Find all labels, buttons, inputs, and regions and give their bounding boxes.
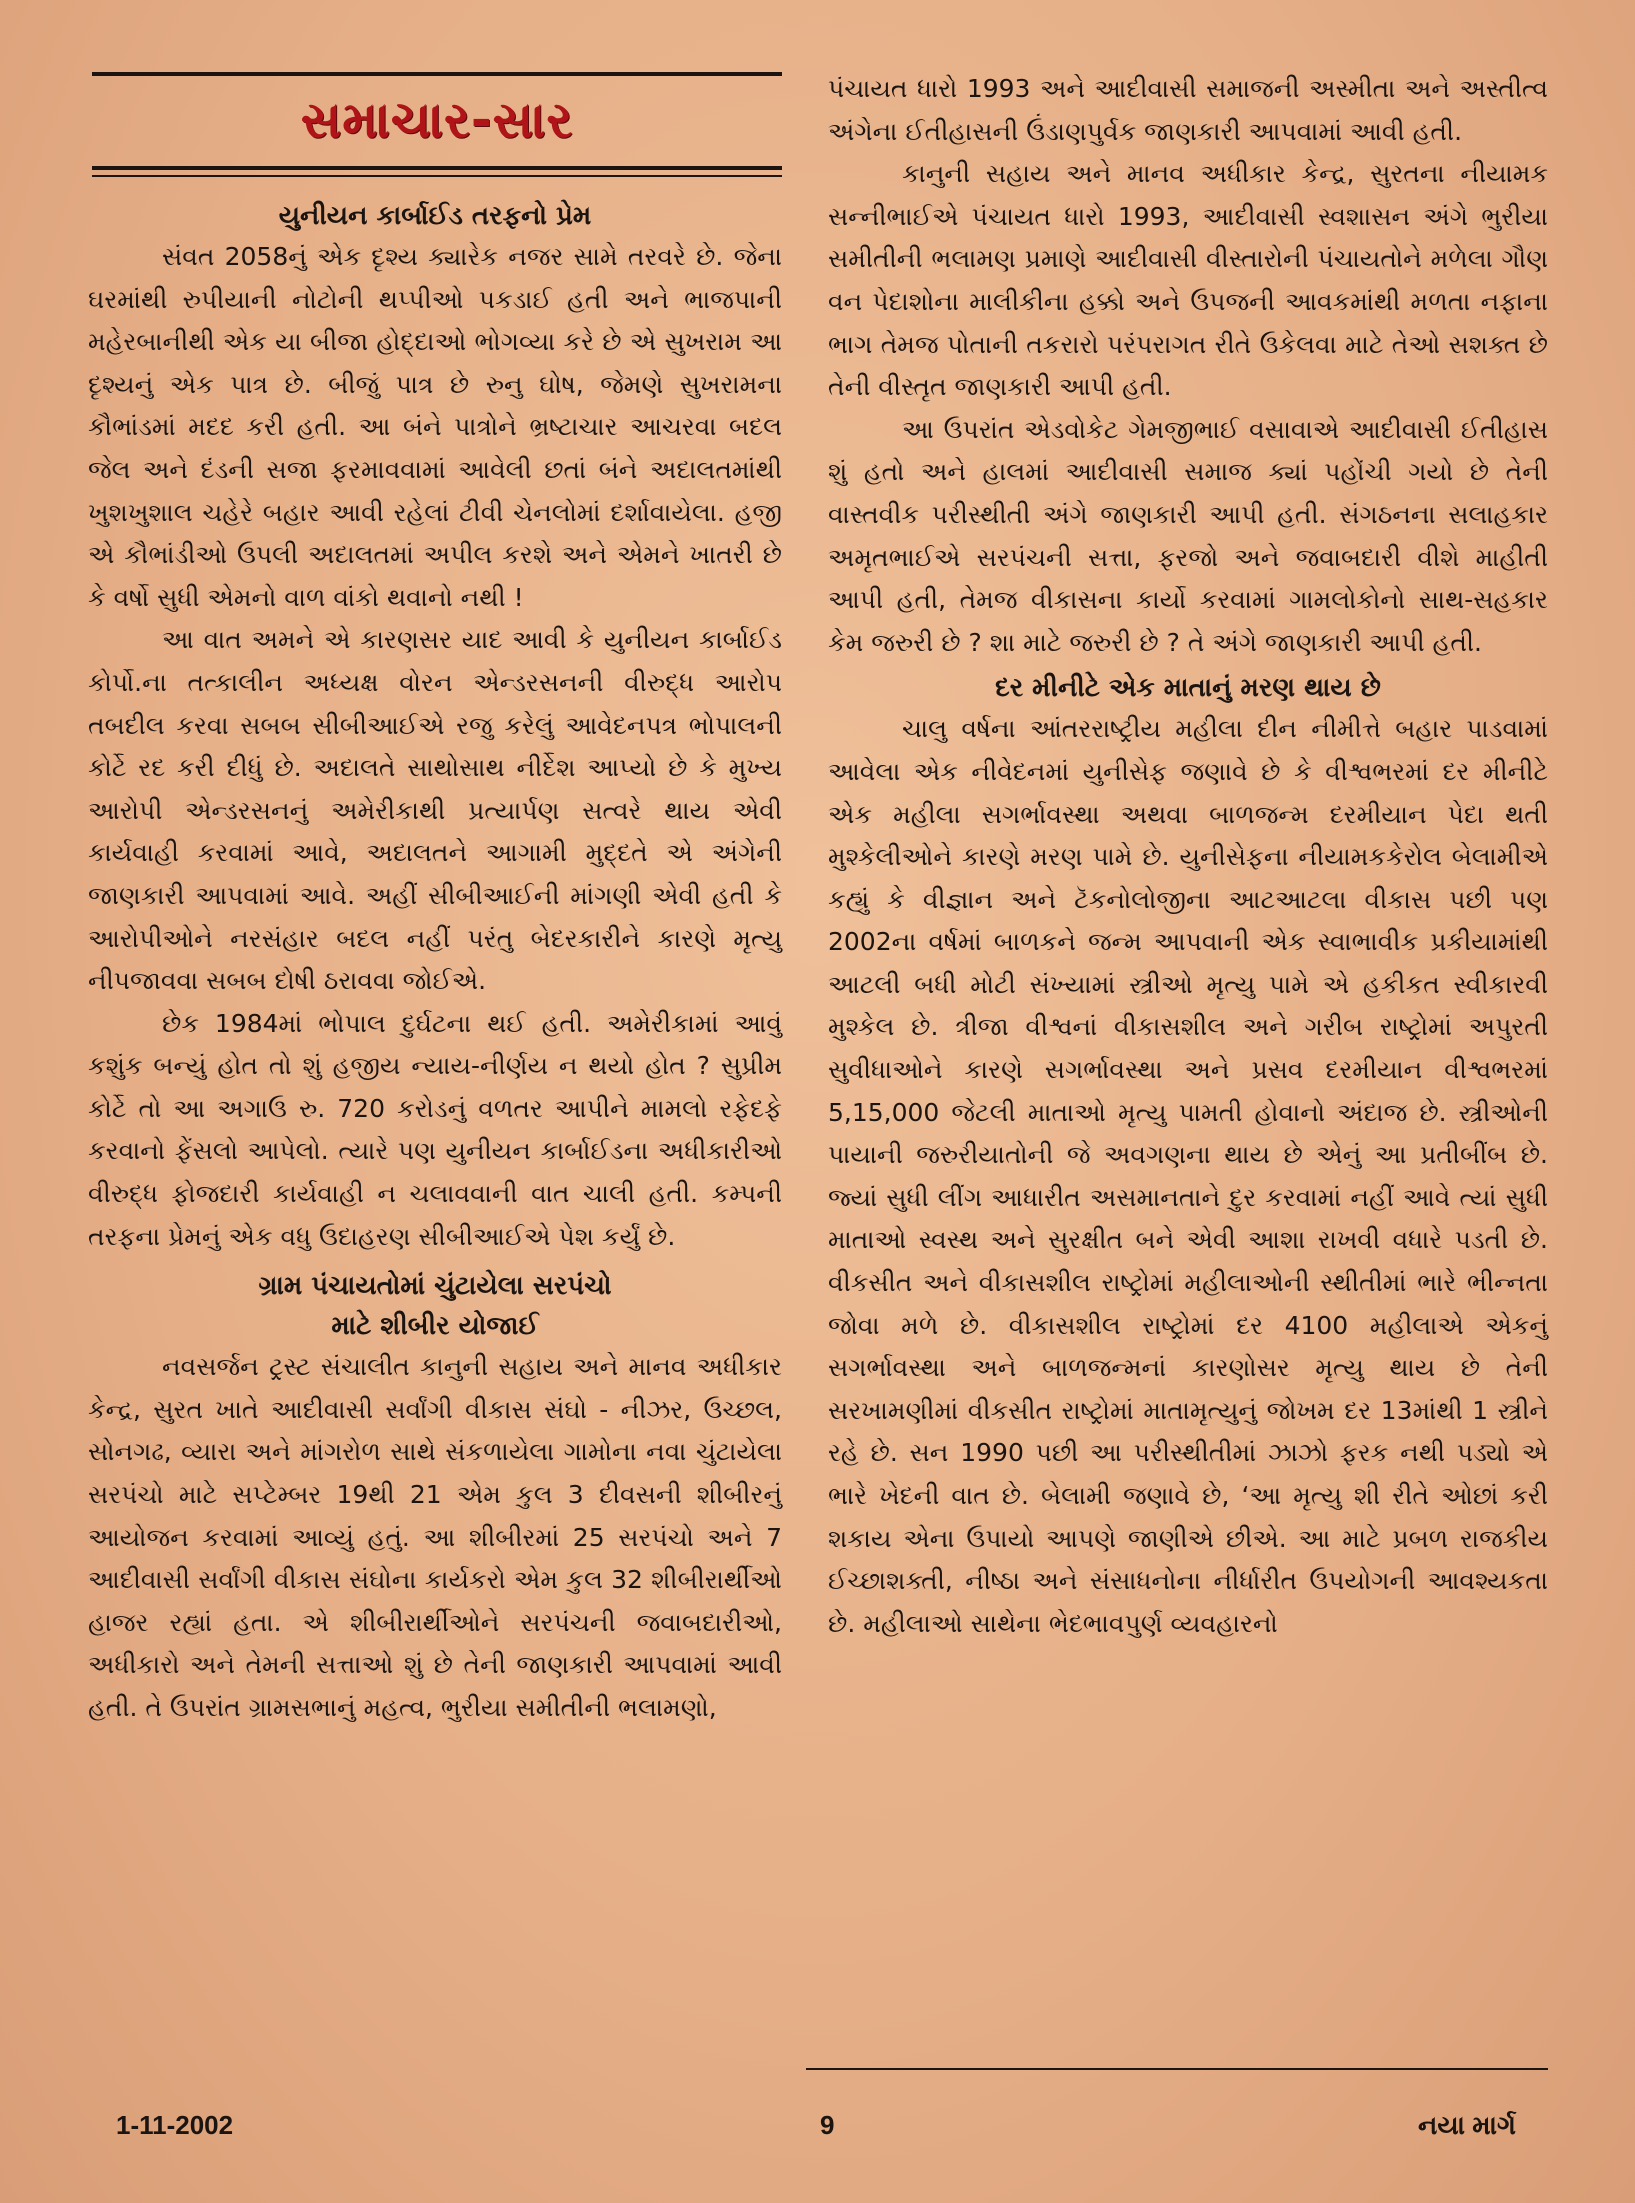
article-heading-maternal-death: દર મીનીટે એક માતાનું મરણ થાય છે (995, 673, 1381, 704)
masthead-bottom-rule-1 (92, 166, 782, 170)
masthead-bottom-rule-2 (92, 175, 782, 177)
article-heading-union-carbide: યુનીયન કાર્બાઈડ તરફનો પ્રેમ (278, 201, 592, 231)
right-column (828, 68, 1548, 1645)
article-heading-sarpanch-line2: માટે શીબીર યોજાઈ (331, 1311, 539, 1342)
article-paragraph: કાનુની સહાય અને માનવ અધીકાર કેન્દ્ર, સુરતના નીયામક સન્નીભાઈએ પંચાયત ધારો 1993, આદીવાસી સ્વશાસન અંગે ભુરીયા સમીતીની ભલામણ પ્રમાણે આદીવાસી વીસ્તારોની પંચાયતોને મળેલા ગૌણ વન પેદાશોના માલીકીના હક્કો અને ઉપજની આવકમાંથી મળતા નફાના ભાગ તેમજ પોતાની તકરારો પરંપરાગત રીતે ઉકેલવા માટે તેઓ સશક્ત છે તેની વીસ્તૃત જાણકારી આપી હતી. (828, 159, 1548, 402)
article-paragraph: સંવત 2058નું એક દૃશ્ય ક્યારેક નજર સામે તરવરે છે. જેના ઘરમાંથી રુપીયાની નોટોની થપ્પીઓ પકડાઈ હતી અને ભાજપાની મહેરબાનીથી એક યા બીજા હોદ્દાઓ ભોગવ્યા કરે છે એ સુખરામ આ દૃશ્યનું એક પાત્ર છે. બીજું પાત્ર છે રુનુ ઘોષ, જેમણે સુખરામના કૌભાંડમાં મદદ કરી હતી. આ બંને પાત્રોને ભ્રષ્ટાચાર આચરવા બદલ જેલ અને દંડની સજા ફરમાવવામાં આવેલી છતાં બંને અદાલતમાંથી ખુશખુશાલ ચહેરે બહાર આવી રહેલાં ટીવી ચેનલોમાં દર્શાવાયેલા. હજી એ કૌભાંડીઓ ઉપલી અદાલતમાં અપીલ કરશે અને એમને ખાતરી છે કે વર્ષો સુધી એમનો વાળ વાંકો થવાનો નથી ! (88, 242, 782, 612)
article-paragraph: પંચાયત ધારો 1993 અને આદીવાસી સમાજની અસ્મીતા અને અસ્તીત્વ અંગેના ઈતીહાસની ઉંડાણપુર્વક જાણકારી આપવામાં આવી હતી. (828, 74, 1548, 146)
article-paragraph: છેક 1984માં ભોપાલ દુર્ઘટના થઈ હતી. અમેરીકામાં આવું કશુંક બન્યું હોત તો શું હજીય ન્યાય-નીર્ણય ન થયો હોત ? સુપ્રીમ કોર્ટે તો આ અગાઉ રુ. 720 કરોડનું વળતર આપીને મામલો રફેદફે કરવાનો ફેંસલો આપેલો. ત્યારે પણ યુનીયન કાર્બાઈડના અધીકારીઓ વીરુદ્ધ ફોજદારી કાર્યવાહી ન ચલાવવાની વાત ચાલી હતી. કમ્પની તરફના પ્રેમનું એક વધુ ઉદાહરણ સીબીઆઈએ પેશ કર્યું છે. (88, 1008, 782, 1251)
section-title: સમાચાર-સાર (300, 91, 574, 149)
column-bottom-rule (806, 2068, 1548, 2070)
article-paragraph: નવસર્જન ટ્રસ્ટ સંચાલીત કાનુની સહાય અને માનવ અધીકાર કેન્દ્ર, સુરત ખાતે આદીવાસી સર્વાંગી વીકાસ સંઘો - નીઝર, ઉચ્છલ, સોનગઢ, વ્યારા અને માંગરોળ સાથે સંકળાયેલા ગામોના નવા ચુંટાયેલા સરપંચો માટે સપ્ટેમ્બર 19થી 21 એમ કુલ 3 દીવસની શીબીરનું આયોજન કરવામાં આવ્યું હતું. આ શીબીરમાં 25 સરપંચો અને 7 આદીવાસી સર્વાંગી વીકાસ સંઘોના કાર્યકરો એમ કુલ 32 શીબીરાર્થીઓ હાજર રહ્યાં હતા. એ શીબીરાર્થીઓને સરપંચની જવાબદારીઓ, અધીકારો અને તેમની સત્તાઓ શું છે તેની જાણકારી આપવામાં આવી હતી. તે ઉપરાંત ગ્રામસભાનું મહત્વ, ભુરીયા સમીતીની ભલામણો, (88, 1352, 782, 1722)
left-column (88, 196, 782, 1730)
issue-date: 1-11-2002 (116, 2110, 234, 2140)
masthead-top-rule (92, 72, 782, 76)
article-paragraph: આ વાત અમને એ કારણસર યાદ આવી કે યુનીયન કાર્બાઈડ કોર્પો.ના તત્કાલીન અધ્યક્ષ વોરન એન્ડરસનની વીરુદ્ધ આરોપ તબદીલ કરવા સબબ સીબીઆઈએ રજુ કરેલું આવેદનપત્ર ભોપાલની કોર્ટે રદ કરી દીધું છે. અદાલતે સાથોસાથ નીર્દેશ આપ્યો છે કે મુખ્ય આરોપી એન્ડરસનનું અમેરીકાથી પ્રત્યાર્પણ સત્વરે થાય એવી કાર્યવાહી કરવામાં આવે, અદાલતને આગામી મુદ્દતે એ અંગેની જાણકારી આપવામાં આવે. અહીં સીબીઆઈની માંગણી એવી હતી કે આરોપીઓને નરસંહાર બદલ નહીં પરંતુ બેદરકારીને કારણે મૃત્યુ નીપજાવવા સબબ દોષી ઠરાવવા જોઈએ. (88, 625, 782, 996)
page-number: 9 (820, 2110, 835, 2140)
article-paragraph: ચાલુ વર્ષના આંતરરાષ્ટ્રીય મહીલા દીન નીમીત્તે બહાર પાડવામાં આવેલા એક નીવેદનમાં યુનીસેફ જણાવે છે કે વીશ્વભરમાં દર મીનીટે એક મહીલા સગર્ભાવસ્થા અથવા બાળજન્મ દરમીયાન પેદા થતી મુશ્કેલીઓને કારણે મરણ પામે છે. યુનીસેફના નીયામકકેરોલ બેલામીએ કહ્યું કે વીજ્ઞાન અને ટૅકનોલોજીના આટઆટલા વીકાસ પછી પણ 2002ના વર્ષમાં બાળકને જન્મ આપવાની એક સ્વાભાવીક પ્રકીયામાંથી આટલી બધી મોટી સંખ્યામાં સ્ત્રીઓ મૃત્યુ પામે એ હકીકત સ્વીકારવી મુશ્કેલ છે. ત્રીજા વીશ્વનાં વીકાસશીલ અને ગરીબ રાષ્ટ્રોમાં અપુરતી સુવીધાઓને કારણે સગર્ભાવસ્થા અને પ્રસવ દરમીયાન વીશ્વભરમાં 5,15,000 જેટલી માતાઓ મૃત્યુ પામતી હોવાનો અંદાજ છે. સ્ત્રીઓની પાયાની જરુરીયાતોની જે અવગણના થાય છે એનું આ પ્રતીબીંબ છે. જ્યાં સુધી લીંગ આધારીત અસમાનતાને દુર કરવામાં નહીં આવે ત્યાં સુધી માતાઓ સ્વસ્થ અને સુરક્ષીત બને એવી આશા રાખવી વધારે પડતી છે. વીકસીત અને વીકાસશીલ રાષ્ટ્રોમાં મહીલાઓની સ્થીતીમાં ભારે ભીન્નતા જોવા મળે છે. વીકાસશીલ રાષ્ટ્રોમાં દર 4100 મહીલાએ એકનું સગર્ભાવસ્થા અને બાળજન્મનાં કારણોસર મૃત્યુ થાય છે તેની સરખામણીમાં વીકસીત રાષ્ટ્રોમાં માતામૃત્યુનું જોખમ દર 13માંથી 1 સ્ત્રીને રહે છે. સન 1990 પછી આ પરીસ્થીતીમાં ઝાઝો ફરક નથી પડ્યો એ ભારે ખેદની વાત છે. બેલામી જણાવે છે, ‘આ મૃત્યુ શી રીતે ઓછાં કરી શકાય એના ઉપાયો આપણે જાણીએ છીએ. આ માટે પ્રબળ રાજકીય ઈચ્છાશક્તી, નીષ્ઠા અને સંસાધનોના નીર્ધારીત ઉપયોગની આવશ્યકતા છે. મહીલાઓ સાથેના ભેદભાવપુર્ણ વ્યવહારનો (828, 714, 1548, 1638)
article-paragraph: આ ઉપરાંત એડવોકેટ ગેમજીભાઈ વસાવાએ આદીવાસી ઈતીહાસ શું હતો અને હાલમાં આદીવાસી સમાજ ક્યાં પહોંચી ગયો છે તેની વાસ્તવીક પરીસ્થીતી અંગે જાણકારી આપી હતી. સંગઠનના સલાહકાર અમૃતભાઈએ સરપંચની સત્તા, ફરજો અને જવાબદારી વીશે માહીતી આપી હતી, તેમજ વીકાસના કાર્યો કરવામાં ગામલોકોનો સાથ-સહકાર કેમ જરુરી છે ? શા માટે જરુરી છે ? તે અંગે જાણકારી આપી હતી. (828, 414, 1548, 657)
publication-name: નયા માર્ગ (1418, 2110, 1516, 2140)
masthead (92, 80, 782, 160)
article-heading-sarpanch-line1: ગ્રામ પંચાયતોમાં ચુંટાયેલા સરપંચો (258, 1271, 612, 1302)
